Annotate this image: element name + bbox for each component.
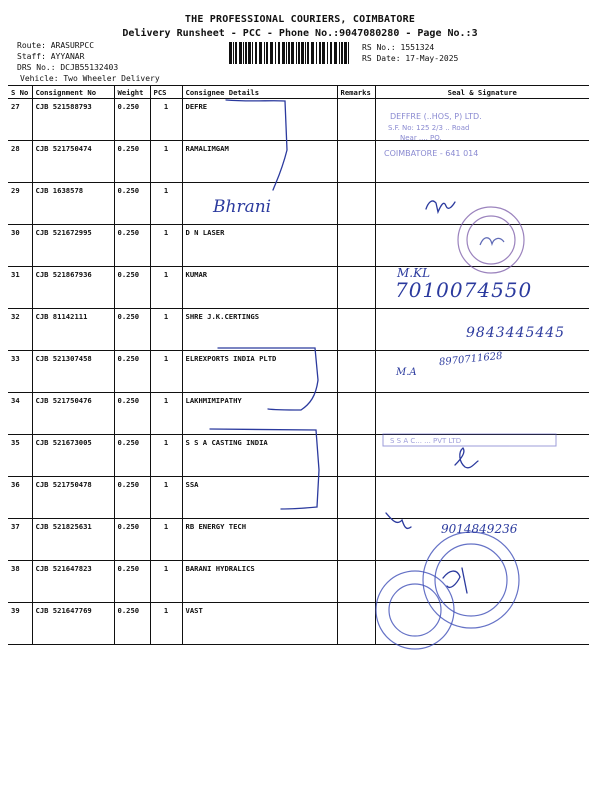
runsheet-table: [8, 85, 589, 645]
svg-text:Near .... PO.: Near .... PO.: [400, 134, 442, 142]
handwritten-initials-31: M.KL: [397, 266, 431, 280]
cell-consignee: SSA: [182, 477, 337, 519]
runsheet-subtitle: Delivery Runsheet - PCC - Phone No.:9047080280 - Page No.:3: [122, 28, 478, 39]
cell-sno: 36: [8, 477, 32, 519]
cell-consignment: CJB 521588793: [32, 99, 114, 141]
cell-pcs: 1: [150, 267, 182, 309]
handwritten-phone-32: 9843445445: [466, 325, 566, 341]
cell-sno: 32: [8, 309, 32, 351]
cell-sno: 39: [8, 603, 32, 645]
cell-consignment: CJB 81142111: [32, 309, 114, 351]
col-seal: Seal & Signature: [375, 86, 589, 99]
rs-number: RS No.: 1551324: [362, 43, 435, 52]
cell-consignee: RAMALIMGAM: [182, 141, 337, 183]
cell-remarks: [337, 225, 375, 267]
cell-pcs: 1: [150, 183, 182, 225]
cell-sno: 30: [8, 225, 32, 267]
cell-consignee: DEFRE: [182, 99, 337, 141]
cell-pcs: 1: [150, 141, 182, 183]
cell-sno: 38: [8, 561, 32, 603]
cell-consignee: ELREXPORTS INDIA PLTD: [182, 351, 337, 393]
col-pcs: PCS: [150, 86, 182, 99]
cell-consignment: CJB 1638578: [32, 183, 114, 225]
cell-sno: 29: [8, 183, 32, 225]
cell-remarks: [337, 519, 375, 561]
cell-pcs: 1: [150, 435, 182, 477]
cell-remarks: [337, 99, 375, 141]
col-consignee: Consignee Details: [182, 86, 337, 99]
cell-seal: [375, 477, 589, 519]
cell-sno: 27: [8, 99, 32, 141]
cell-seal: [375, 141, 589, 183]
col-weight: Weight: [114, 86, 150, 99]
col-sno: S No: [8, 86, 32, 99]
table-row: [8, 141, 589, 183]
cell-remarks: [337, 477, 375, 519]
svg-text:COIMBATORE - 641 014: COIMBATORE - 641 014: [384, 149, 479, 158]
cell-consignment: CJB 521867936: [32, 267, 114, 309]
cell-consignment: CJB 521647769: [32, 603, 114, 645]
cell-weight: 0.250: [114, 183, 150, 225]
table-row: [8, 603, 589, 645]
cell-weight: 0.250: [114, 351, 150, 393]
table-row: [8, 183, 589, 225]
cell-pcs: 1: [150, 477, 182, 519]
cell-weight: 0.250: [114, 603, 150, 645]
cell-weight: 0.250: [114, 309, 150, 351]
cell-consignee: RB ENERGY TECH: [182, 519, 337, 561]
cell-weight: 0.250: [114, 561, 150, 603]
cell-seal: [375, 393, 589, 435]
cell-seal: [375, 603, 589, 645]
cell-consignment: CJB 521750476: [32, 393, 114, 435]
table-row: [8, 561, 589, 603]
table-header: [8, 86, 589, 99]
cell-remarks: [337, 603, 375, 645]
svg-text:S.F. No: 125 2/3 .. Road: S.F. No: 125 2/3 .. Road: [388, 124, 470, 132]
cell-pcs: 1: [150, 603, 182, 645]
cell-sno: 34: [8, 393, 32, 435]
cell-sno: 33: [8, 351, 32, 393]
handwritten-phone-33: 8970711628: [438, 350, 504, 369]
cell-consignee: D N LASER: [182, 225, 337, 267]
cell-consignment: CJB 521750478: [32, 477, 114, 519]
staff-label: Staff: AYYANAR: [17, 52, 85, 61]
svg-text:S S A C... ... PVT LTD: S S A C... ... PVT LTD: [390, 437, 462, 445]
cell-seal: [375, 435, 589, 477]
handwritten-initials-33: M.A: [396, 367, 417, 378]
cell-pcs: 1: [150, 561, 182, 603]
company-title: THE PROFESSIONAL COURIERS, COIMBATORE: [184, 14, 416, 25]
table-row: [8, 435, 589, 477]
cell-weight: 0.250: [114, 519, 150, 561]
table-row: [8, 477, 589, 519]
cell-pcs: 1: [150, 519, 182, 561]
cell-sno: 35: [8, 435, 32, 477]
cell-sno: 37: [8, 519, 32, 561]
svg-text:DEFFRE (..HOS, P) LTD.: DEFFRE (..HOS, P) LTD.: [390, 112, 482, 121]
cell-consignee: SHRE J.K.CERTINGS: [182, 309, 337, 351]
table-row: [8, 99, 589, 141]
cell-consignee: BARANI HYDRALICS: [182, 561, 337, 603]
cell-consignee: VAST: [182, 603, 337, 645]
cell-consignee: LAKHMIMIPATHY: [182, 393, 337, 435]
cell-consignee: KUMAR: [182, 267, 337, 309]
cell-consignment: CJB 521647823: [32, 561, 114, 603]
cell-weight: 0.250: [114, 477, 150, 519]
cell-remarks: [337, 435, 375, 477]
cell-remarks: [337, 141, 375, 183]
table-row: [8, 393, 589, 435]
cell-weight: 0.250: [114, 435, 150, 477]
cell-remarks: [337, 561, 375, 603]
col-remarks: Remarks: [337, 86, 375, 99]
cell-pcs: 1: [150, 99, 182, 141]
cell-pcs: 1: [150, 309, 182, 351]
cell-weight: 0.250: [114, 393, 150, 435]
cell-weight: 0.250: [114, 225, 150, 267]
vehicle-label: Vehicle: Two Wheeler Delivery: [20, 74, 160, 83]
cell-seal: [375, 99, 589, 141]
drs-number: DRS No.: DCJB55132403: [17, 63, 119, 72]
barcode: [229, 42, 351, 64]
col-consignment: Consignment No: [32, 86, 114, 99]
cell-consignment: CJB 521673005: [32, 435, 114, 477]
cell-weight: 0.250: [114, 267, 150, 309]
cell-pcs: 1: [150, 351, 182, 393]
cell-remarks: [337, 309, 375, 351]
cell-remarks: [337, 267, 375, 309]
cell-seal: [375, 225, 589, 267]
cell-consignment: CJB 521672995: [32, 225, 114, 267]
cell-weight: 0.250: [114, 141, 150, 183]
cell-consignee: S S A CASTING INDIA: [182, 435, 337, 477]
cell-remarks: [337, 393, 375, 435]
cell-remarks: [337, 351, 375, 393]
cell-remarks: [337, 183, 375, 225]
table-row: [8, 225, 589, 267]
route-label: Route: ARASURPCC: [17, 41, 95, 50]
handwritten-name-29: Bhrani: [213, 197, 272, 217]
cell-consignment: CJB 521825631: [32, 519, 114, 561]
cell-consignment: CJB 521750474: [32, 141, 114, 183]
cell-sno: 28: [8, 141, 32, 183]
handwritten-phone-31: 7010074550: [395, 278, 533, 302]
handwritten-phone-37: 9014849236: [441, 522, 518, 536]
cell-weight: 0.250: [114, 99, 150, 141]
cell-consignment: CJB 521307458: [32, 351, 114, 393]
cell-pcs: 1: [150, 393, 182, 435]
cell-seal: [375, 561, 589, 603]
cell-seal: [375, 183, 589, 225]
rs-date: RS Date: 17-May-2025: [362, 54, 459, 63]
cell-pcs: 1: [150, 225, 182, 267]
cell-sno: 31: [8, 267, 32, 309]
